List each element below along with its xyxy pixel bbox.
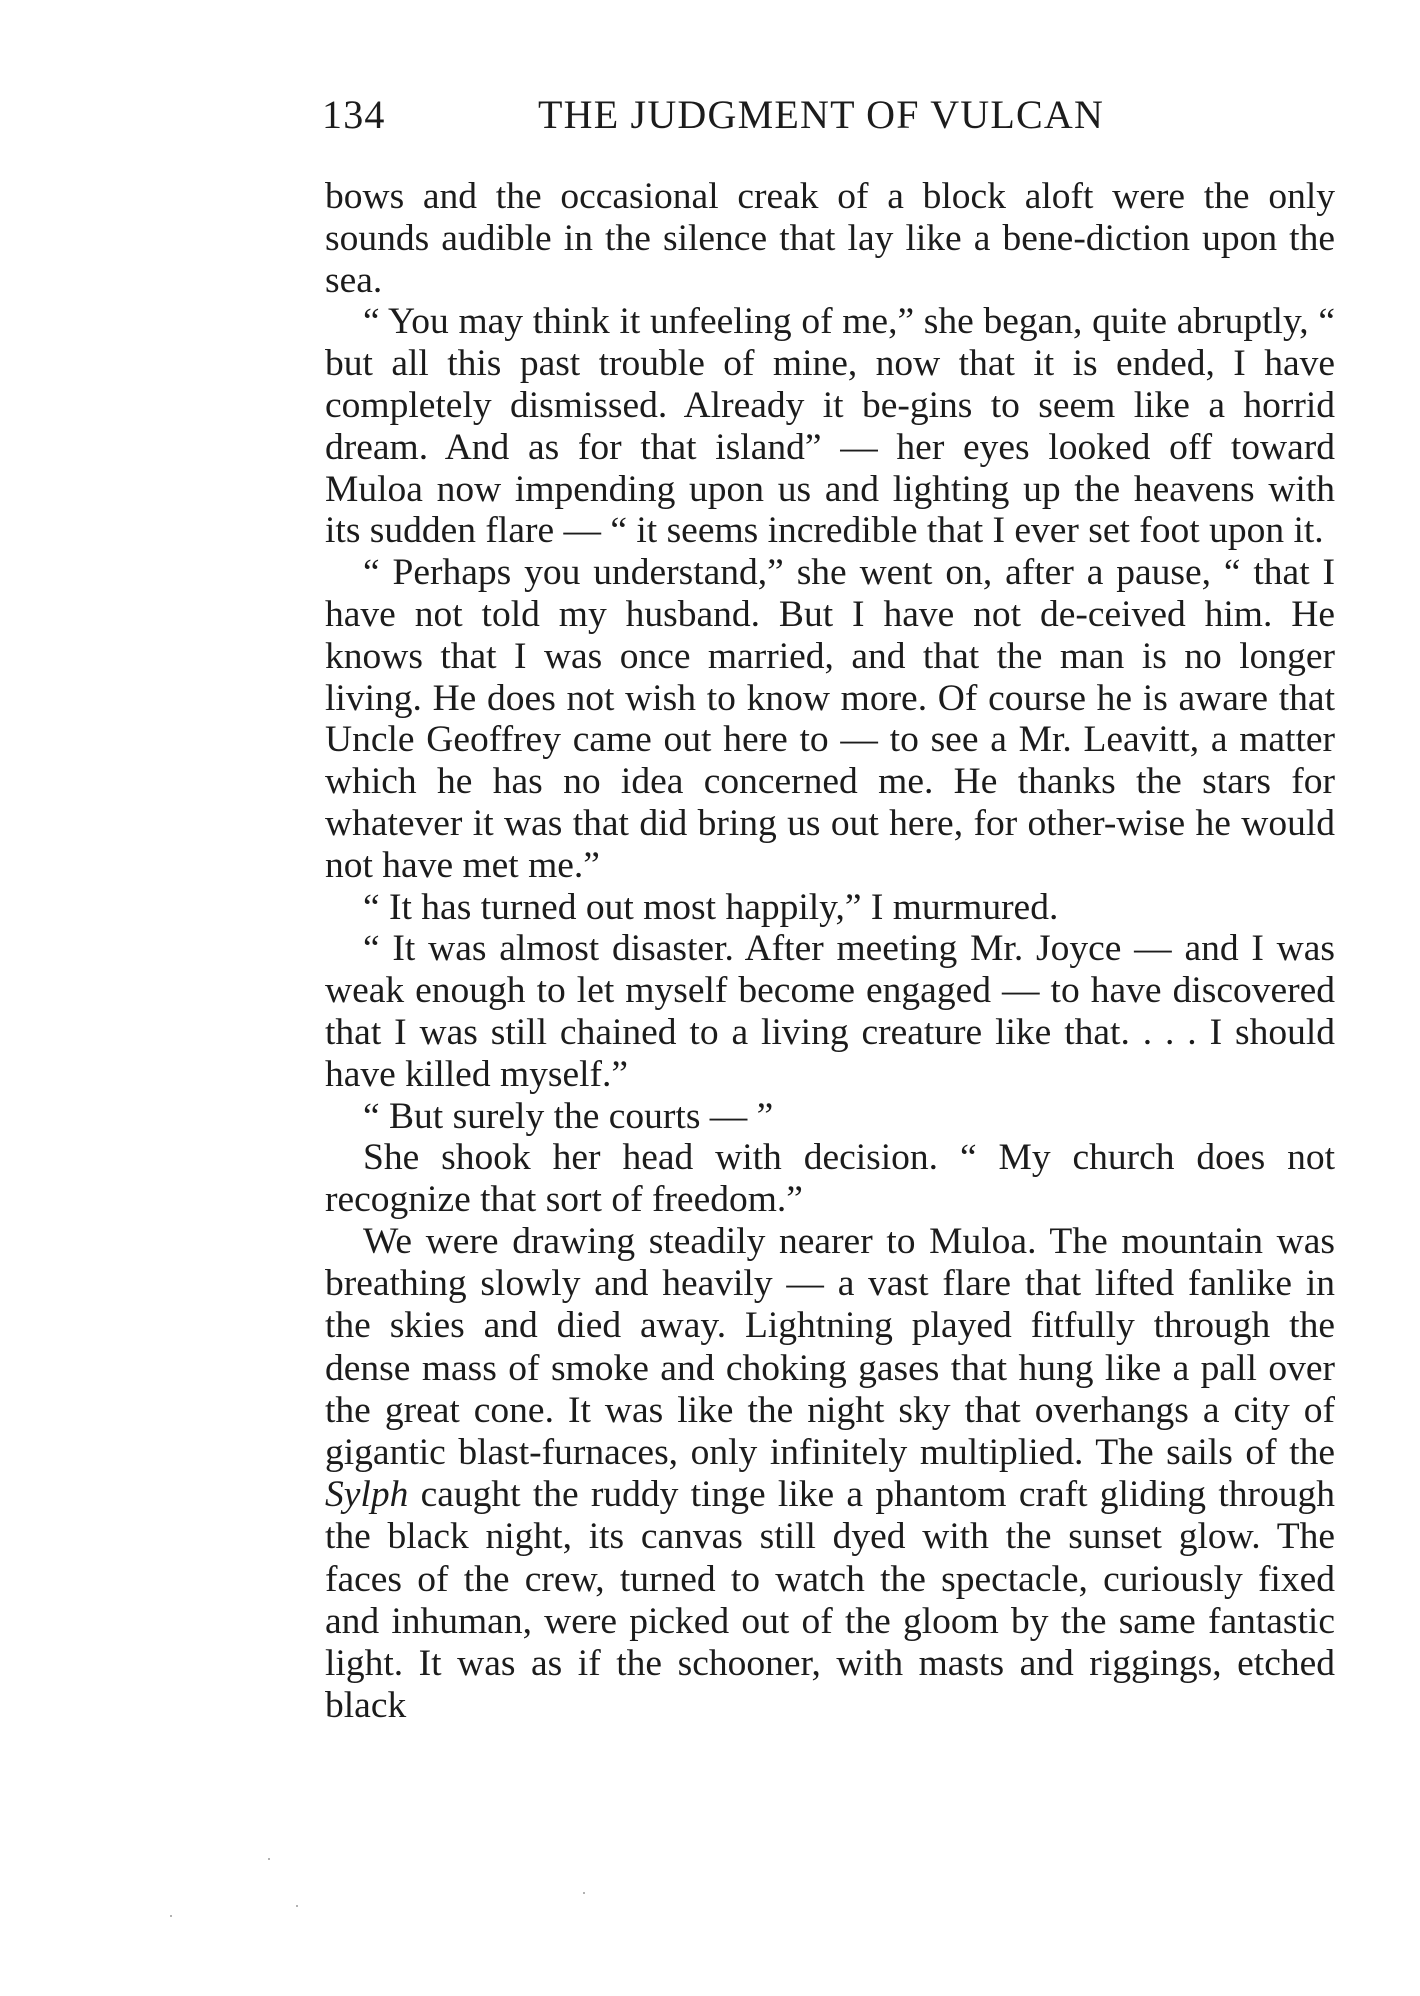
running-title: THE JUDGMENT OF VULCAN: [538, 92, 1105, 137]
page-header: [322, 90, 1180, 140]
paragraph: “ It has turned out most happily,” I murmured.: [363, 886, 1059, 928]
paper-speck: [268, 1858, 270, 1860]
paragraph: “ Perhaps you understand,” she went on, after a pause, “ that I have not told my husband. But I have not de-ceived him. He knows that I was once married, and that the man is no longer living. He does not wish to know more. Of course he is aware that Uncle Geoffrey came out here to — to see a Mr. Leavitt, a matter which he has no idea concerned me. He thanks the stars for whatever it was that did bring us out here, for other-wise he would not have met me.”: [325, 552, 1335, 886]
paragraph: “ But surely the courts — ”: [363, 1095, 774, 1137]
ship-name: Sylph: [325, 1474, 409, 1516]
paper-speck: [170, 1915, 172, 1917]
paragraph: [325, 1221, 1335, 1727]
body-text: [325, 176, 1335, 1727]
paper-speck: [583, 1892, 585, 1894]
page-number: 134: [322, 92, 386, 137]
paragraph: “ It was almost disaster. After meeting Mr. Joyce — and I was weak enough to let myself become engaged — to have discovered that I was still chained to a living creature like that. . . . I should have killed myself.”: [325, 928, 1335, 1095]
paragraph: She shook her head with decision. “ My church does not recognize that sort of freedom.”: [325, 1137, 1335, 1221]
paragraph: “ You may think it unfeeling of me,” she began, quite abruptly, “ but all this past trouble of mine, now that it is ended, I have completely dismissed. Already it be-gins to seem like a horrid dream. And as for that island” — her eyes looked off toward Muloa now impending upon us and lighting up the heavens with its sudden flare — “ it seems incredible that I ever set foot upon it.: [325, 301, 1335, 552]
paragraph-text: We were drawing steadily nearer to Muloa. The mountain was breathing slowly and heavily — a vast flare that lifted fanlike in the skies and died away. Lightning played fitfully through the dense mass of smoke and choking gases that hung like a pall over the great cone. It was like the night sky that overhangs a city of gigantic blast-furnaces, only infinitely multiplied. The sails of the: [325, 1220, 1335, 1473]
paragraph: bows and the occasional creak of a block aloft were the only sounds audible in the silence that lay like a bene-diction upon the sea.: [325, 176, 1335, 301]
paper-speck: [296, 1905, 298, 1907]
paragraph-text: caught the ruddy tinge like a phantom craft gliding through the black night, its canvas still dyed with the sunset glow. The faces of the crew, turned to watch the spectacle, curiously fixed and inhuman, were picked out of the gloom by the same fantastic light. It was as if the schooner, with masts and riggings, etched black: [325, 1474, 1335, 1727]
